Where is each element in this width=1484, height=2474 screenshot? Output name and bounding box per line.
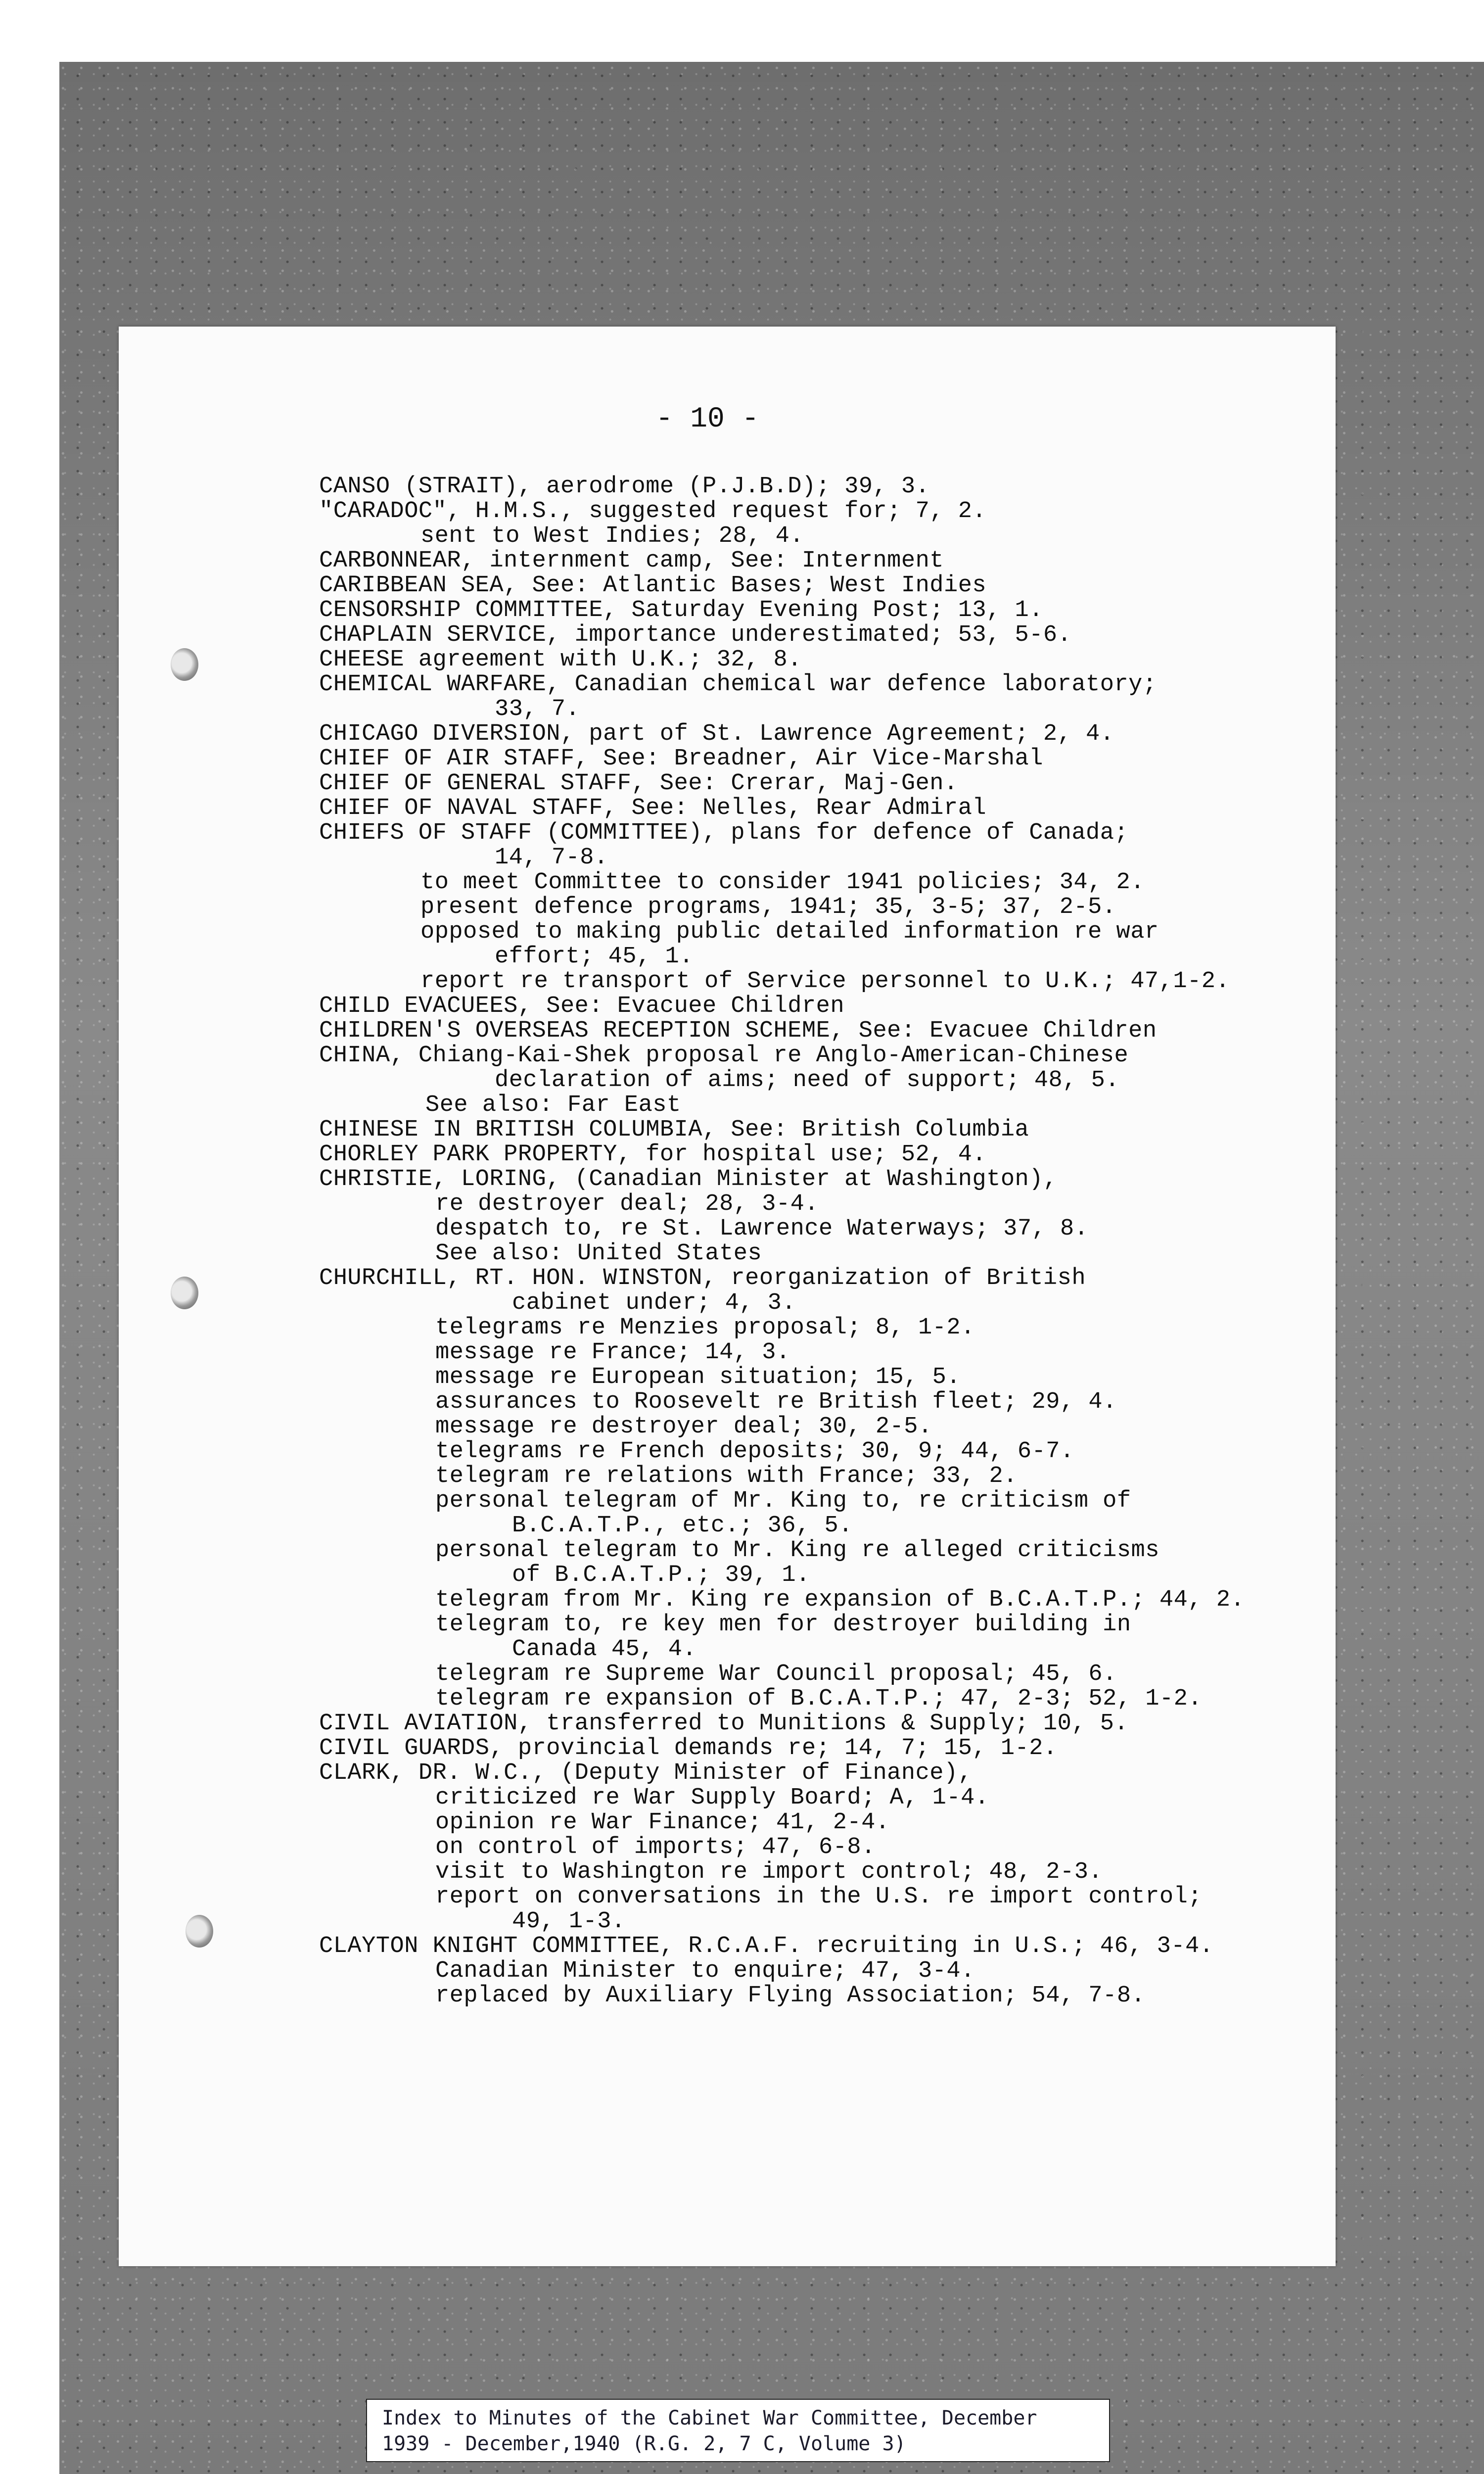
index-entry: CLARK, DR. W.C., (Deputy Minister of Finance), (319, 1760, 973, 1786)
index-entry: CHEMICAL WARFARE, Canadian chemical war defence laboratory; (319, 671, 1157, 698)
index-entry: visit to Washington re import control; 48, 2-3. (435, 1859, 1103, 1885)
caption-label (366, 2399, 1110, 2462)
index-entry: personal telegram to Mr. King re alleged criticisms (435, 1537, 1159, 1564)
index-entry: 49, 1-3. (512, 1908, 626, 1935)
index-entry: assurances to Roosevelt re British fleet; 29, 4. (435, 1389, 1117, 1415)
index-entry: 33, 7. (495, 696, 580, 722)
index-entry: report on conversations in the U.S. re import control; (435, 1884, 1203, 1910)
index-entry: CIVIL GUARDS, provincial demands re; 14, 7; 15, 1-2. (319, 1735, 1058, 1761)
index-entry: to meet Committee to consider 1941 policies; 34, 2. (420, 869, 1145, 896)
index-entry: CIVIL AVIATION, transferred to Munitions & Supply; 10, 5. (319, 1711, 1129, 1737)
index-entry: CHINA, Chiang-Kai-Shek proposal re Anglo-American-Chinese (319, 1043, 1129, 1069)
index-entry: CANSO (STRAIT), aerodrome (P.J.B.D); 39, 3. (319, 474, 930, 500)
index-entry: CHIEF OF AIR STAFF, See: Breadner, Air Vice-Marshal (319, 746, 1043, 772)
index-entry: re destroyer deal; 28, 3-4. (435, 1191, 819, 1217)
index-entry: sent to West Indies; 28, 4. (420, 523, 804, 549)
index-entry: report re transport of Service personnel to U.K.; 47,1-2. (420, 968, 1230, 995)
punch-hole-middle (171, 1277, 198, 1309)
index-entry: on control of imports; 47, 6-8. (435, 1834, 876, 1860)
index-entry: message re European situation; 15, 5. (435, 1364, 961, 1390)
index-entry: personal telegram of Mr. King to, re criticism of (435, 1488, 1131, 1514)
punch-hole-bottom (186, 1915, 213, 1948)
caption-line-1: Index to Minutes of the Cabinet War Committee, December (382, 2407, 1037, 2429)
index-entry: CARIBBEAN SEA, See: Atlantic Bases; West Indies (319, 572, 987, 599)
index-entry: See also: Far East (425, 1092, 681, 1118)
index-entry: Canada 45, 4. (512, 1636, 697, 1663)
index-entry: telegram to, re key men for destroyer building in (435, 1612, 1131, 1638)
index-entry: opposed to making public detailed information re war (420, 919, 1159, 945)
index-entry: telegram re Supreme War Council proposal; 45, 6. (435, 1661, 1117, 1687)
index-entry: CHILD EVACUEES, See: Evacuee Children (319, 993, 845, 1019)
index-entry: telegram from Mr. King re expansion of B.C.A.T.P.; 44, 2. (435, 1587, 1245, 1613)
index-entry: CENSORSHIP COMMITTEE, Saturday Evening Post; 13, 1. (319, 597, 1043, 623)
index-entry: CHIEFS OF STAFF (COMMITTEE), plans for defence of Canada; (319, 820, 1129, 846)
index-entry: CHEESE agreement with U.K.; 32, 8. (319, 647, 802, 673)
index-entry: CARBONNEAR, internment camp, See: Internment (319, 548, 944, 574)
index-entry: CHAPLAIN SERVICE, importance underestimated; 53, 5-6. (319, 622, 1072, 648)
index-entry: CHIEF OF NAVAL STAFF, See: Nelles, Rear Admiral (319, 795, 987, 821)
index-entry: See also: United States (435, 1240, 762, 1267)
index-entry: message re destroyer deal; 30, 2-5. (435, 1414, 932, 1440)
index-entry: 14, 7-8. (495, 845, 608, 871)
index-entry: telegram re relations with France; 33, 2. (435, 1463, 1018, 1489)
index-entry: B.C.A.T.P., etc.; 36, 5. (512, 1513, 853, 1539)
index-entry: telegrams re French deposits; 30, 9; 44, 6-7. (435, 1438, 1074, 1465)
index-entry: message re France; 14, 3. (435, 1339, 790, 1366)
index-entry: cabinet under; 4, 3. (512, 1290, 796, 1316)
index-entry: CHIEF OF GENERAL STAFF, See: Crerar, Maj-Gen. (319, 770, 958, 797)
index-entry: replaced by Auxiliary Flying Association; 54, 7-8. (435, 1983, 1146, 2009)
index-entry: telegram re expansion of B.C.A.T.P.; 47, 2-3; 52, 1-2. (435, 1686, 1203, 1712)
index-entry: CLAYTON KNIGHT COMMITTEE, R.C.A.F. recruiting in U.S.; 46, 3-4. (319, 1933, 1214, 1959)
page-number: - 10 - (655, 403, 759, 435)
index-entry: effort; 45, 1. (495, 944, 694, 970)
index-entry: "CARADOC", H.M.S., suggested request for; 7, 2. (319, 498, 987, 524)
index-entry: Canadian Minister to enquire; 47, 3-4. (435, 1958, 975, 1984)
index-entry: present defence programs, 1941; 35, 3-5; 37, 2-5. (420, 894, 1116, 920)
index-entry: declaration of aims; need of support; 48, 5. (495, 1067, 1120, 1094)
index-entry: CHICAGO DIVERSION, part of St. Lawrence Agreement; 2, 4. (319, 721, 1114, 747)
index-entry: CHILDREN'S OVERSEAS RECEPTION SCHEME, See: Evacuee Children (319, 1018, 1157, 1044)
index-entry: CHINESE IN BRITISH COLUMBIA, See: British Columbia (319, 1117, 1029, 1143)
index-entry: of B.C.A.T.P.; 39, 1. (512, 1562, 810, 1588)
index-entry: despatch to, re St. Lawrence Waterways; 37, 8. (435, 1216, 1089, 1242)
index-entry: criticized re War Supply Board; A, 1-4. (435, 1785, 989, 1811)
index-entry: opinion re War Finance; 41, 2-4. (435, 1809, 890, 1836)
index-entry: CHORLEY PARK PROPERTY, for hospital use; 52, 4. (319, 1142, 987, 1168)
punch-hole-top (171, 648, 198, 681)
index-entry: telegrams re Menzies proposal; 8, 1-2. (435, 1315, 975, 1341)
index-entry: CHRISTIE, LORING, (Canadian Minister at Washington), (319, 1166, 1058, 1192)
index-entry: CHURCHILL, RT. HON. WINSTON, reorganization of British (319, 1265, 1086, 1291)
caption-line-2: 1939 - December,1940 (R.G. 2, 7 C, Volume 3) (382, 2432, 906, 2455)
